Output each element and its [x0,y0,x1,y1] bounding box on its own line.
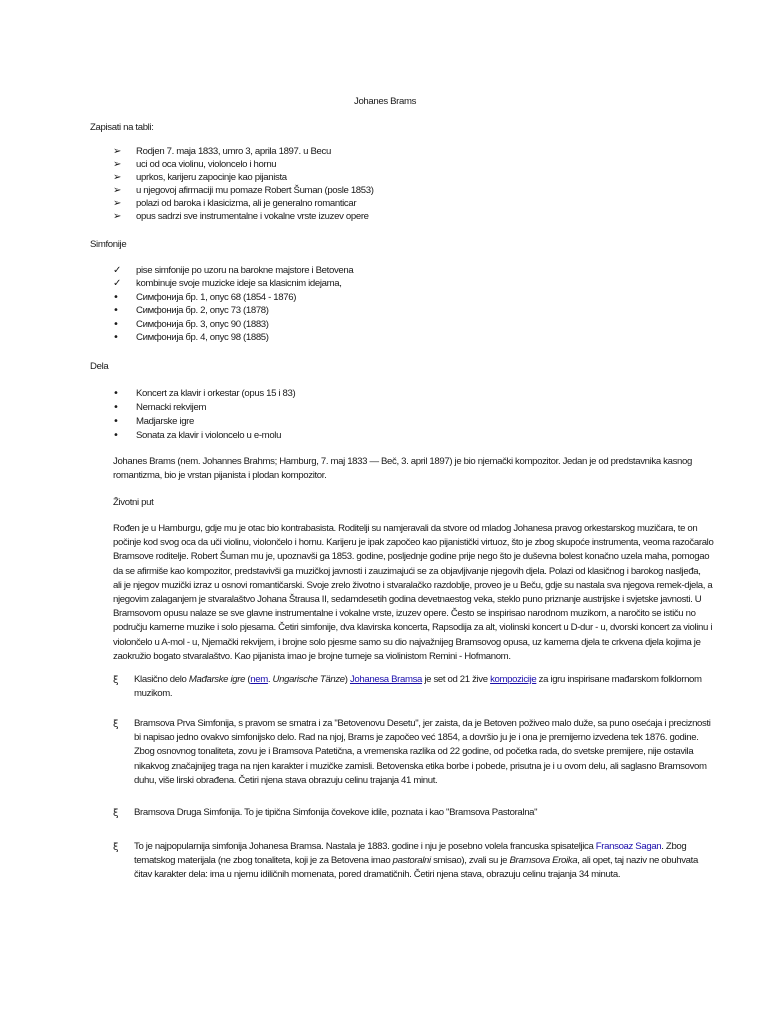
list-item: Симфонија бр. 3, опус 90 (1883) [136,319,269,330]
dot-bullet-icon: • [113,332,119,343]
dot-bullet-icon: • [113,402,119,413]
document-title: Johanes Brams [354,96,417,107]
block-treca-simfonija [134,840,698,883]
block-druga-simfonija [134,806,537,820]
life-paragraph [113,522,713,664]
dot-bullet-icon: • [113,430,119,441]
link-nem[interactable]: nem [250,674,268,685]
italic-title: Mađarske igre [188,674,246,685]
paragraph-line: bi napisao jedno ovakvo simfonijsko delo. Rad na njoj, Brams je započeo već 1854, a dovršio ju je i ona je premijerno izvedena tek 1876. godine. [134,732,699,744]
list-item: Симфонија бр. 4, опус 98 (1885) [136,332,269,343]
paragraph-line: Rođen je u Hamburgu, gdje mu je otac bio kontrabasista. Roditelji su namjeravali da stvore od mladog Johanesa pravog orkestarskog muzičara, te on [113,523,698,534]
list-item: Rodjen 7. maja 1833, umro 3, aprila 1897. u Becu [136,146,331,157]
arrow-bullet-icon: ➢ [113,185,122,196]
paragraph-line: zaokružio bogato stvaralaštvo. Kao pijanista imao je brojne turneje sa violinistom Remini - Hofmanom. [113,650,511,662]
paragraph-line: Bramsova Druga Simfonija. To je tipična Simfonija čovekove idile, poznata i kao "Bramsova Pastoralna" [134,807,538,818]
paragraph-line: nikakvog značajnijeg traga na njen karakter i muzičke zamisli. Betovenska etika borbe i pobede, prisutna je i u ovom delu, ali saglasno Bramsovom [134,760,707,772]
paragraph-line: Bramsovom opusu nalaze se sve glavne instrumentalne i vokalne vrste, izuzev opere. Često se inspirisao narodnom muzikom, a naročito se ističu no [113,608,696,620]
text-span: za igru inspirisane mađarskom folklornom [536,674,702,685]
list-item: polazi od baroka i klasicizma, ali je generalno romanticar [136,198,357,209]
section-heading-zivotni-put: Životni put [113,497,154,508]
text-span: ) [344,674,350,685]
list-item: Nemacki rekvijem [136,402,207,413]
text-span: . Zbog [661,841,687,852]
text-span: je set od 21 žive [422,674,491,685]
paragraph-line [134,854,698,868]
text-span: . [267,674,273,685]
list-item: Sonata za klavir i violoncelo u e-molu [136,430,282,441]
text-span: tematskog materijala (ne zbog tonaliteta, koji je za Betovena imao [134,855,393,867]
dot-bullet-icon: • [113,416,119,427]
check-bullet-icon: ✓ [113,278,122,289]
arrow-bullet-icon: ➢ [113,172,122,183]
intro-paragraph [113,455,692,483]
paragraph-line: da se afirmiše kao kompozitor, predstavivši ga muzičkoj javnosti i zauzimajući se za objavljivanje njegovih djela. Polazi od klasičnog i barokog nasljeđa, [113,565,701,577]
text-span: ( [245,674,251,685]
dot-bullet-icon: • [113,292,119,303]
text-span: , ali opet, taj naziv ne obuhvata [577,855,698,867]
xi-bullet-icon: ξ [113,719,119,730]
paragraph-line: ali je njegov muzički izraz u osnovi romantičarski. Svoje zrelo životno i stvaralačko razdoblje, proveo je u Beču, gdje su nastala sva njegova remek-djela, a [113,579,713,591]
paragraph-line: romantizma, bio je vrstan pijanista i plodan kompozitor. [113,470,327,482]
paragraph-line: počinje kod svog oca da uči violinu, violončelo i hornu. Karijeru je ipak započeo kao pijanistički virtuoz, što je zbog skupoće instrumenta, veoma razočaralo [113,537,714,549]
dot-bullet-icon: • [113,319,119,330]
link-johanesa-bramsa[interactable]: Johanesa Bramsa [349,674,423,685]
section-heading-simfonije: Simfonije [90,239,127,250]
check-bullet-icon: ✓ [113,265,122,276]
paragraph-line [134,840,698,854]
list-item: Симфонија бр. 2, опус 73 (1878) [136,305,269,316]
text-span: To je najpopularnija simfonija Johanesa Bramsa. Nastala je 1883. godine i nju je posebno volela francuska spisateljica [134,841,596,852]
dot-bullet-icon: • [113,305,119,316]
xi-bullet-icon: ξ [113,675,119,686]
link-fransoaz-sagan[interactable]: Fransoaz Sagan [595,841,662,852]
paragraph-line: Bramsove roditelje. Robert Šuman mu je, upoznavši ga 1853. godine, posljednje godine prije nego što je duševna bolest konačno uzela maha, pomogao [113,551,710,563]
arrow-bullet-icon: ➢ [113,198,122,209]
text-span: Klasično delo [134,674,189,685]
section-heading-dela: Dela [90,361,109,372]
xi-bullet-icon: ξ [113,842,119,853]
list-item: uci od oca violinu, violoncelo i hornu [136,159,277,170]
list-item: Koncert za klavir i orkestar (opus 15 i 83) [136,388,296,399]
paragraph-line [134,673,702,687]
list-item: uprkos, karijeru zapocinje kao pijanista [136,172,287,183]
xi-bullet-icon: ξ [113,808,119,819]
italic-word: pastoralni [392,855,431,867]
paragraph-line: Bramsova Prva Simfonija, s pravom se smatra i za "Betovenovu Desetu", jer zaista, da je Betoven poživeo malo duže, sa puno osećaja i preciznosti [134,718,711,729]
paragraph-line: muzikom. [134,688,173,700]
dot-bullet-icon: • [113,388,119,399]
paragraph-line: duhu, više lirski obrađena. Četiri njena stava obrazuju celinu trajanja 41 minut. [134,774,438,786]
italic-title: Ungarische Tänze [272,674,345,685]
block-madjarske-igre [134,673,702,701]
paragraph-line: Johanes Brams (nem. Johannes Brahms; Hamburg, 7. maj 1833 — Beč, 3. april 1897) je bio njemački kompozitor. Jedan je od predstavnika kasnog [113,456,693,467]
text-span: smisao), zvali su je [430,855,510,867]
paragraph-line: čitav karakter dela: ima u njemu idiličnih momenata, pored dramatičnih. Četiri njena stava, obrazuju celinu trajanja 34 minuta. [134,869,621,881]
list-item: opus sadrzi sve instrumentalne i vokalne vrste izuzev opere [136,211,369,222]
arrow-bullet-icon: ➢ [113,159,122,170]
arrow-bullet-icon: ➢ [113,211,122,222]
list-item: kombinuje svoje muzicke ideje sa klasicnim idejama, [136,278,342,289]
arrow-bullet-icon: ➢ [113,146,122,157]
italic-title: Bramsova Eroika [509,855,578,867]
section-heading-zapisati: Zapisati na tabli: [90,122,154,133]
list-item: pise simfonije po uzoru na barokne majstore i Betovena [136,265,354,276]
link-kompozicije[interactable]: kompozicije [490,674,537,685]
paragraph-line: violončelo u A-mol - u, Njemački rekvijem, i brojne solo pjesme samo su dio najvažnijeg Bramsovog opusa, uz kamerna djela te crkvena djela kojima je [113,636,701,648]
paragraph-line: njegovim zalaganjem je stvaralaštvo Johana Štrausa II, sedamdesetih godina devetnaestog veka, steklo puno priznanje austrijske i svjetske javnosti. U [113,594,702,606]
list-item: Симфонија бр. 1, опус 68 (1854 - 1876) [136,292,297,303]
paragraph-line: području kamerne muzike i solo pjesama. Četiri simfonije, dva klavirska koncerta, Rapsodija za alt, violinski koncert u D-dur - u, dvorski koncert za violinu i [113,622,713,634]
paragraph-line: Zbog osnovnog tonaliteta, zovu je i Bramsova Patetična, a vremenska razlika od 22 godine, od početka rada, do svetske premijere, nije ostavila [134,746,694,758]
list-item: Madjarske igre [136,416,195,427]
list-item: u njegovoj afirmaciji mu pomaze Robert Šuman (posle 1853) [136,185,374,196]
block-prva-simfonija [134,717,711,788]
